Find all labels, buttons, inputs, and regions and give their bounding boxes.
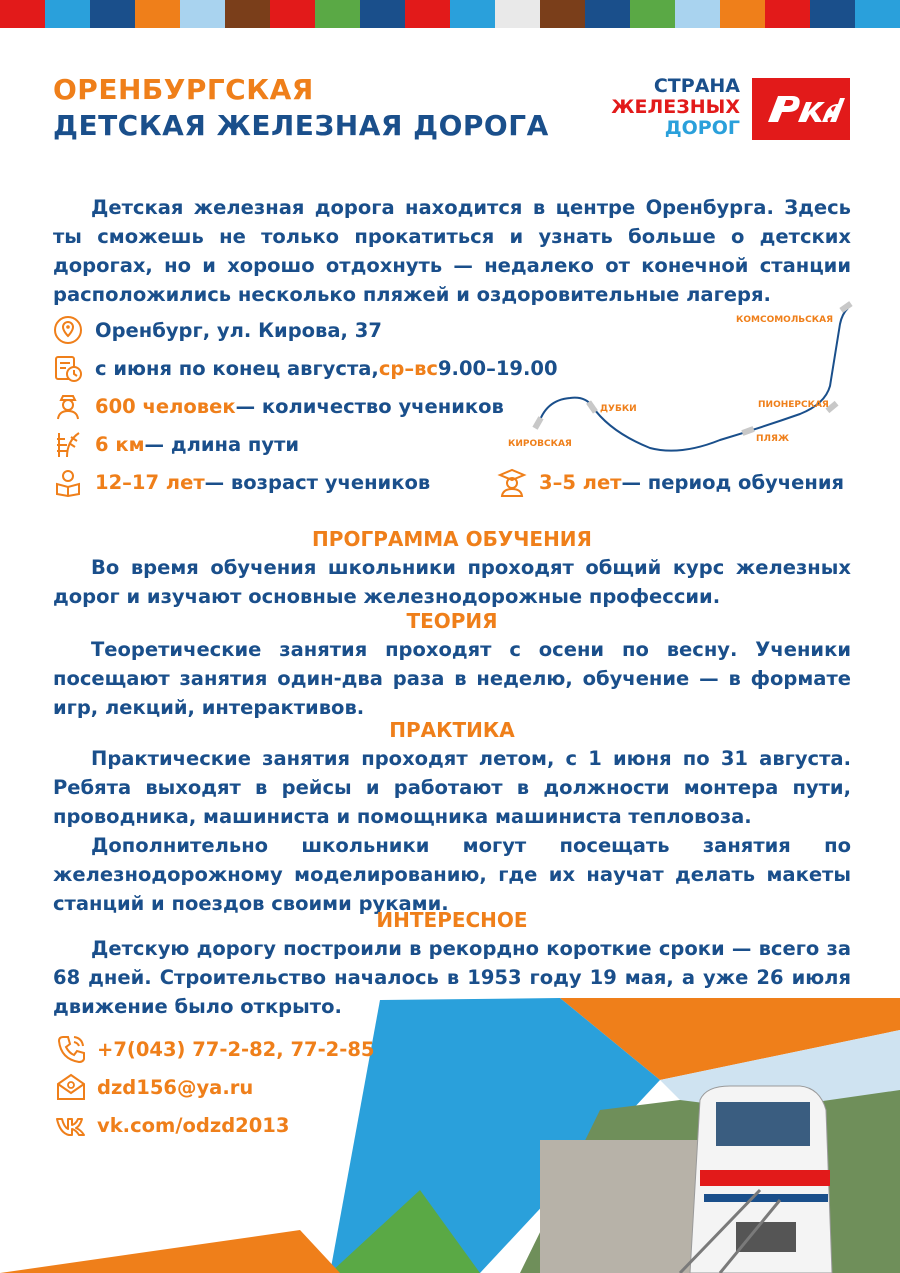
- brand-text: [600, 76, 740, 139]
- practice-text-1: Практические занятия проходят летом, с 1 июня по 31 августа. Ребята выходят в рейсы и работают в должности монтера пути, проводника, машиниста и помощника машиниста тепловоза.: [53, 747, 851, 828]
- top-stripe-segment: [855, 0, 900, 28]
- page-title: [53, 72, 549, 144]
- graduate-icon: [497, 467, 527, 497]
- top-stripe-segment: [810, 0, 855, 28]
- schedule-hours: 9.00–19.00: [437, 356, 558, 380]
- info-schedule: [53, 351, 558, 385]
- top-stripe-segment: [315, 0, 360, 28]
- program-section: [53, 525, 851, 611]
- title-line-2: ДЕТСКАЯ ЖЕЛЕЗНАЯ ДОРОГА: [53, 109, 549, 142]
- top-stripe-segment: [450, 0, 495, 28]
- top-stripe-segment: [630, 0, 675, 28]
- email-icon: [55, 1071, 87, 1103]
- top-stripe-segment: [0, 0, 45, 28]
- address-text: Оренбург, ул. Кирова, 37: [95, 318, 382, 342]
- top-stripe-segment: [270, 0, 315, 28]
- program-heading: ПРОГРАММА ОБУЧЕНИЯ: [312, 527, 592, 551]
- schedule-days: ср–вс: [378, 356, 438, 380]
- period-value: 3–5 лет: [539, 470, 622, 494]
- top-stripe-segment: [585, 0, 630, 28]
- top-stripe-segment: [90, 0, 135, 28]
- length-label: — длина пути: [144, 432, 300, 456]
- conductor-icon: [53, 391, 83, 421]
- rzd-logo-mark: [752, 78, 850, 140]
- contact-email[interactable]: [55, 1068, 374, 1106]
- interesting-heading: ИНТЕРЕСНОЕ: [376, 908, 528, 932]
- station-marker-kirovskaya: [532, 416, 543, 429]
- brand-line-2: ЖЕЛЕЗНЫХ: [611, 96, 740, 118]
- brand-line-3: ДОРОГ: [664, 117, 740, 139]
- railway-switch-icon: [53, 429, 83, 459]
- info-length: [53, 427, 299, 461]
- top-stripe-segment: [135, 0, 180, 28]
- contact-vk[interactable]: [55, 1106, 374, 1144]
- top-color-stripe: [0, 0, 900, 28]
- contact-phone[interactable]: [55, 1030, 374, 1068]
- station-label-komsomolskaya: КОМСОМОЛЬСКАЯ: [736, 315, 834, 325]
- orange-stripe-bottom: [0, 1230, 340, 1273]
- phone-icon: [55, 1033, 87, 1065]
- phone-text: +7(043) 77-2-82, 77-2-85: [97, 1037, 375, 1061]
- brand-line-1: СТРАНА: [653, 75, 740, 97]
- interesting-text: Детскую дорогу построили в рекордно короткие сроки — всего за 68 дней. Строительство началось в 1953 году 19 мая, а уже 26 июля движение было открыто.: [53, 937, 851, 1018]
- top-stripe-segment: [225, 0, 270, 28]
- top-stripe-segment: [405, 0, 450, 28]
- students-count: 600 человек: [95, 394, 236, 418]
- info-address: [53, 313, 382, 347]
- period-label: — период обучения: [621, 470, 845, 494]
- practice-section: [53, 716, 851, 918]
- map-pin-icon: [53, 315, 83, 345]
- student-book-icon: [53, 467, 83, 497]
- station-label-dubki: ДУБКИ: [600, 404, 637, 414]
- age-value: 12–17 лет: [95, 470, 205, 494]
- students-label: — количество учеников: [235, 394, 504, 418]
- info-period: [497, 465, 844, 499]
- schedule-prefix: с июня по конец августа,: [95, 356, 379, 380]
- route-line: [538, 308, 848, 451]
- top-stripe-segment: [540, 0, 585, 28]
- train-image: [690, 1086, 832, 1273]
- station-marker-plyazh: [741, 426, 754, 436]
- theory-section: [53, 607, 851, 722]
- top-stripe-segment: [45, 0, 90, 28]
- top-stripe-segment: [360, 0, 405, 28]
- top-stripe-segment: [675, 0, 720, 28]
- info-age: [53, 465, 430, 499]
- top-stripe-segment: [765, 0, 810, 28]
- station-label-plyazh: ПЛЯЖ: [756, 434, 789, 444]
- age-label: — возраст учеников: [204, 470, 431, 494]
- route-map: [500, 300, 860, 460]
- theory-heading: ТЕОРИЯ: [406, 609, 498, 633]
- contacts-block: [55, 1030, 374, 1144]
- vk-text: vk.com/odzd2013: [97, 1113, 290, 1137]
- station-label-pionerskaya: ПИОНЕРСКАЯ: [758, 400, 829, 410]
- intro-paragraph: Детская железная дорога находится в центре Оренбурга. Здесь ты сможешь не только прокатиться и узнать больше о детских дорогах, но и хорошо отдохнуть — недалеко от конечной станции расположились несколько пляжей и оздоровительные лагеря.: [53, 196, 851, 306]
- top-stripe-segment: [180, 0, 225, 28]
- info-students: [53, 389, 504, 423]
- theory-text: Теоретические занятия проходят с осени по весну. Ученики посещают занятия один-два раза в неделю, обучение — в формате игр, лекций, интерактивов.: [53, 638, 851, 719]
- rzd-logo: [752, 78, 850, 140]
- email-text: dzd156@ya.ru: [97, 1075, 254, 1099]
- vk-icon: [55, 1109, 87, 1141]
- top-stripe-segment: [495, 0, 540, 28]
- program-text: Во время обучения школьники проходят общий курс железных дорог и изучают основные железнодорожные профессии.: [53, 556, 851, 608]
- station-label-kirovskaya: КИРОВСКАЯ: [508, 439, 572, 449]
- length-value: 6 км: [95, 432, 145, 456]
- title-line-1: ОРЕНБУРГСКАЯ: [53, 73, 314, 106]
- top-stripe-segment: [720, 0, 765, 28]
- calendar-clock-icon: [53, 353, 83, 383]
- practice-heading: ПРАКТИКА: [389, 718, 515, 742]
- practice-text-2: Дополнительно школьники могут посещать занятия по железнодорожному моделированию, где их научат делать макеты станций и поездов своими руками.: [53, 834, 851, 915]
